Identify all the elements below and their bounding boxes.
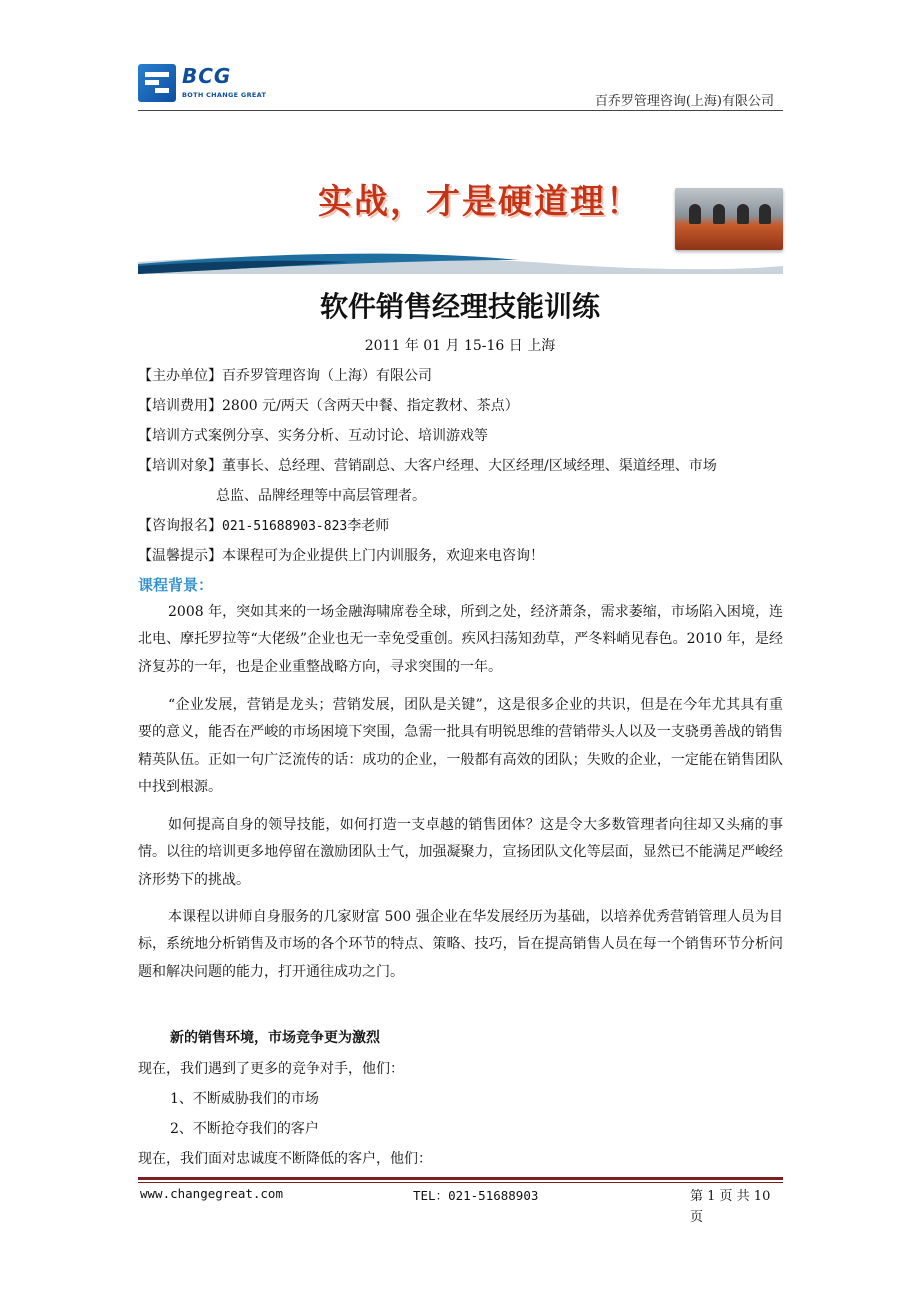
logo-wordmark: BCG (182, 64, 232, 88)
organizer-label: 【主办单位】 (138, 368, 222, 384)
tip-value: 本课程可为企业提供上门内训服务，欢迎来电咨询！ (222, 548, 544, 564)
background-paragraph-4: 本课程以讲师自身服务的几家财富 500 强企业在华发展经历为基础，以培养优秀营销管理人员为目标，系统地分析销售及市场的各个环节的特点、策略、技巧，旨在提高销售人员在每一个销售环节分析问题和解决问题的能力，打开通往成功之门。 (138, 909, 783, 980)
footer-telephone: TEL：021-51688903 (413, 1188, 539, 1203)
environment-line-1: 现在，我们遇到了更多的竞争对手，他们： (138, 1061, 404, 1077)
document-title: 软件销售经理技能训练 (319, 290, 600, 323)
audience-line-1: 董事长、总经理、营销副总、大客户经理、大区经理/区域经理、渠道经理、市场 (222, 458, 717, 474)
background-paragraph-2: “企业发展，营销是龙头；营销发展，团队是关键”，这是很多企业的共识，但是在今年尤其具有重要的意义，能否在严峻的市场困境下突围，急需一批具有明锐思维的营销带头人以及一支骁勇善战的销售精英队伍。正如一句广泛流传的话：成功的企业，一般都有高效的团队；失败的企业，一定能在销售团队中找到根源。 (138, 697, 783, 796)
info-tip (138, 546, 544, 566)
document-date-location: 2011 年 01 月 15-16 日 上海 (364, 338, 556, 354)
organizer-value: 百乔罗管理咨询（上海）有限公司 (222, 368, 432, 384)
fee-value: 2800 元/两天（含两天中餐、指定教材、茶点） (222, 398, 519, 414)
environment-item-1: 1、不断威胁我们的市场 (170, 1091, 319, 1107)
company-logo (138, 64, 274, 104)
banner (138, 168, 783, 274)
contact-person: 李老师 (347, 518, 390, 534)
info-organizer (138, 366, 432, 386)
background-paragraph-1: 2008 年，突如其来的一场金融海啸席卷全球，所到之处，经济萧条，需求萎缩，市场陷入困境，连北电、摩托罗拉等“大佬级”企业也无一幸免受重创。疾风扫荡知劲草，严冬料峭见春色。2010 年，是经济复苏的一年，也是企业重整战略方向，寻求突围的一年。 (138, 604, 783, 675)
banner-slogan: 实战，才是硬道理！ (318, 182, 642, 222)
footer-website: www.changegreat.com (140, 1186, 283, 1201)
info-contact (138, 516, 389, 537)
info-audience (138, 456, 717, 476)
audience-label: 【培训对象】 (138, 458, 222, 474)
info-fee (138, 396, 519, 416)
tip-label: 【温馨提示】 (138, 548, 222, 564)
environment-heading: 新的销售环境，市场竞争更为激烈 (170, 1030, 380, 1046)
environment-item-2: 2、不断抢夺我们的客户 (170, 1121, 319, 1137)
banner-meeting-photo (675, 188, 783, 250)
footer-divider-thin (138, 1182, 783, 1183)
audience-line-2: 总监、品牌经理等中高层管理者。 (216, 488, 426, 504)
section-heading-background: 课程背景： (138, 576, 214, 594)
footer-page-number: 第 1 页 共 10 页 (690, 1189, 771, 1225)
header-divider (138, 110, 783, 111)
fee-label: 【培训费用】 (138, 398, 222, 414)
contact-phone: 021-51688903-823 (222, 519, 348, 534)
logo-mark-icon (138, 64, 176, 102)
info-method: 【培训方式案例分享、实务分析、互动讨论、培训游戏等 (138, 428, 488, 444)
header-company-name: 百乔罗管理咨询(上海)有限公司 (594, 94, 774, 109)
footer-divider-thick (138, 1177, 783, 1180)
background-paragraph-3: 如何提高自身的领导技能，如何打造一支卓越的销售团体？这是令大多数管理者向往却又头痛的事情。以往的培训更多地停留在激励团队士气，加强凝聚力，宣扬团队文化等层面，显然已不能满足严峻经济形势下的挑战。 (138, 817, 783, 888)
contact-label: 【咨询报名】 (138, 518, 222, 534)
environment-line-2: 现在，我们面对忠诚度不断降低的客户，他们： (138, 1151, 432, 1167)
logo-tagline: BOTH CHANGE GREAT (182, 91, 267, 99)
